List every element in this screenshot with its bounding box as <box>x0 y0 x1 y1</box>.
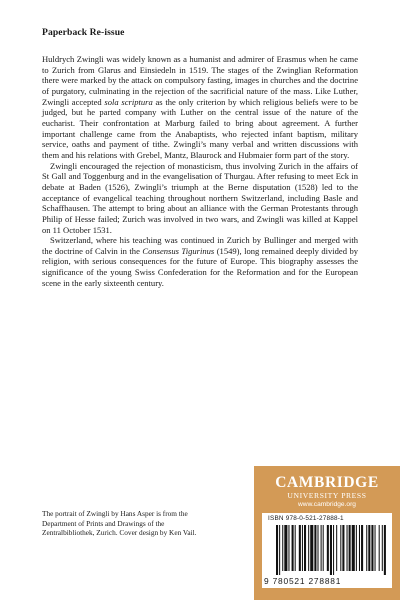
blurb-p1-text-b: as the only criterion by which religious beliefs were to be judged, but he parted company with Luther on the central issue of the nature of the eucharist. Their confrontation at Marburg failed to bring about agreement. A further important challenge came from the Anabaptists, who rejected infant baptism, military service, oaths and payment of tithe. Zwingli’s many verbal and written discussions with them and his relations with Grebel, Mantz, Blaurock and Hubmaier form part of the story. <box>42 96 358 160</box>
barcode-bar <box>282 525 283 571</box>
barcode-bar <box>356 525 357 571</box>
reissue-heading: Paperback Re-issue <box>42 27 125 38</box>
blurb-paragraph-2: Zwingli encouraged the rejection of monasticism, thus involving Zurich in the affairs of St Gall and Toggenburg and in the evangelisation of Thurgau. After refusing to meet Eck in debate at Baden (1526), Zwingli’s triumph at the Berne disputation (1528) led to the acceptance of evangelical teaching throughout northern Switzerland, including Basle and Schaffhausen. The attempt to bring about an alliance with the German Protestants through Philip of Hesse failed; Zurich was involved in two wars, and Zwingli was killed at Kappel on 11 October 1531. <box>42 160 358 235</box>
barcode-bar <box>366 525 367 571</box>
barcode-bar <box>359 525 360 571</box>
barcode-bar <box>375 525 376 571</box>
barcode-bar <box>292 525 294 571</box>
isbn-label: ISBN 978-0-521-27888-1 <box>268 515 344 522</box>
barcode-panel <box>262 513 392 588</box>
barcode-graphic <box>276 525 388 575</box>
barcode-bar <box>288 525 289 571</box>
barcode-bar <box>327 525 329 571</box>
barcode-bar <box>321 525 322 571</box>
barcode-bar <box>304 525 306 571</box>
barcode-bar <box>352 525 355 571</box>
barcode-bar <box>284 525 287 571</box>
barcode-bar <box>382 525 383 571</box>
barcode-bar <box>336 525 337 571</box>
barcode-bar <box>317 525 318 571</box>
publisher-press: UNIVERSITY PRESS <box>287 491 367 500</box>
barcode-bar <box>310 525 313 571</box>
barcode-bar <box>347 525 348 571</box>
publisher-url: www.cambridge.org <box>298 501 356 508</box>
cover-blurb <box>42 54 358 288</box>
blurb-p3-text-a: Switzerland, where his teaching was continued in Zurich by Bullinger and merged with the doctrine of Calvin in the <box>42 235 358 256</box>
barcode-bar <box>379 525 380 571</box>
barcode-bar <box>302 525 303 571</box>
barcode-bar <box>330 525 332 575</box>
barcode-bar <box>349 525 351 571</box>
barcode-bar <box>371 525 373 571</box>
barcode-bar <box>340 525 341 571</box>
blurb-p1-text-a: Huldrych Zwingli was widely known as a humanist and admirer of Erasmus when he came to Zurich from Glarus and Einsiedeln in 1519. The stages of the Zwinglian Reformation there were marked by the attack on compulsory fasting, images in churches and the doctrine of purgatory, culminating in the rejection of the sacrificial nature of the mass. Like Luther, Zwingli accepted <box>42 54 358 107</box>
blurb-p3-italic: Consensus Tigurinus <box>142 245 215 256</box>
barcode-bar <box>368 525 370 571</box>
barcode-bar <box>295 525 296 571</box>
barcode-bar <box>342 525 344 571</box>
blurb-p1-italic: sola scriptura <box>104 96 153 107</box>
barcode-bar <box>323 525 324 571</box>
barcode-digits: 9 780521 278881 <box>264 576 342 586</box>
barcode-bar <box>333 525 334 575</box>
barcode-bar <box>279 525 280 575</box>
blurb-p3-text-b: (1549), long remained deeply divided by religion, with serious consequences for the future of Europe. This biography assesses the significance of the young Swiss Confederation for the Reformation and for the European scene in the early sixteenth century. <box>42 245 359 288</box>
barcode-bar <box>384 525 386 575</box>
barcode-bar <box>276 525 278 575</box>
barcode-bar <box>308 525 309 571</box>
barcode-bar <box>314 525 316 571</box>
barcode-bar <box>299 525 301 571</box>
blurb-paragraph-3 <box>42 235 358 288</box>
barcode-bar <box>361 525 363 571</box>
blurb-paragraph-1 <box>42 54 358 161</box>
cover-credit: The portrait of Zwingli by Hans Asper is from the Department of Prints and Drawings of the Zentralbibliothek, Zurich. Cover design by Ken Vail. <box>42 509 197 538</box>
publisher-name: CAMBRIDGE <box>275 474 379 491</box>
